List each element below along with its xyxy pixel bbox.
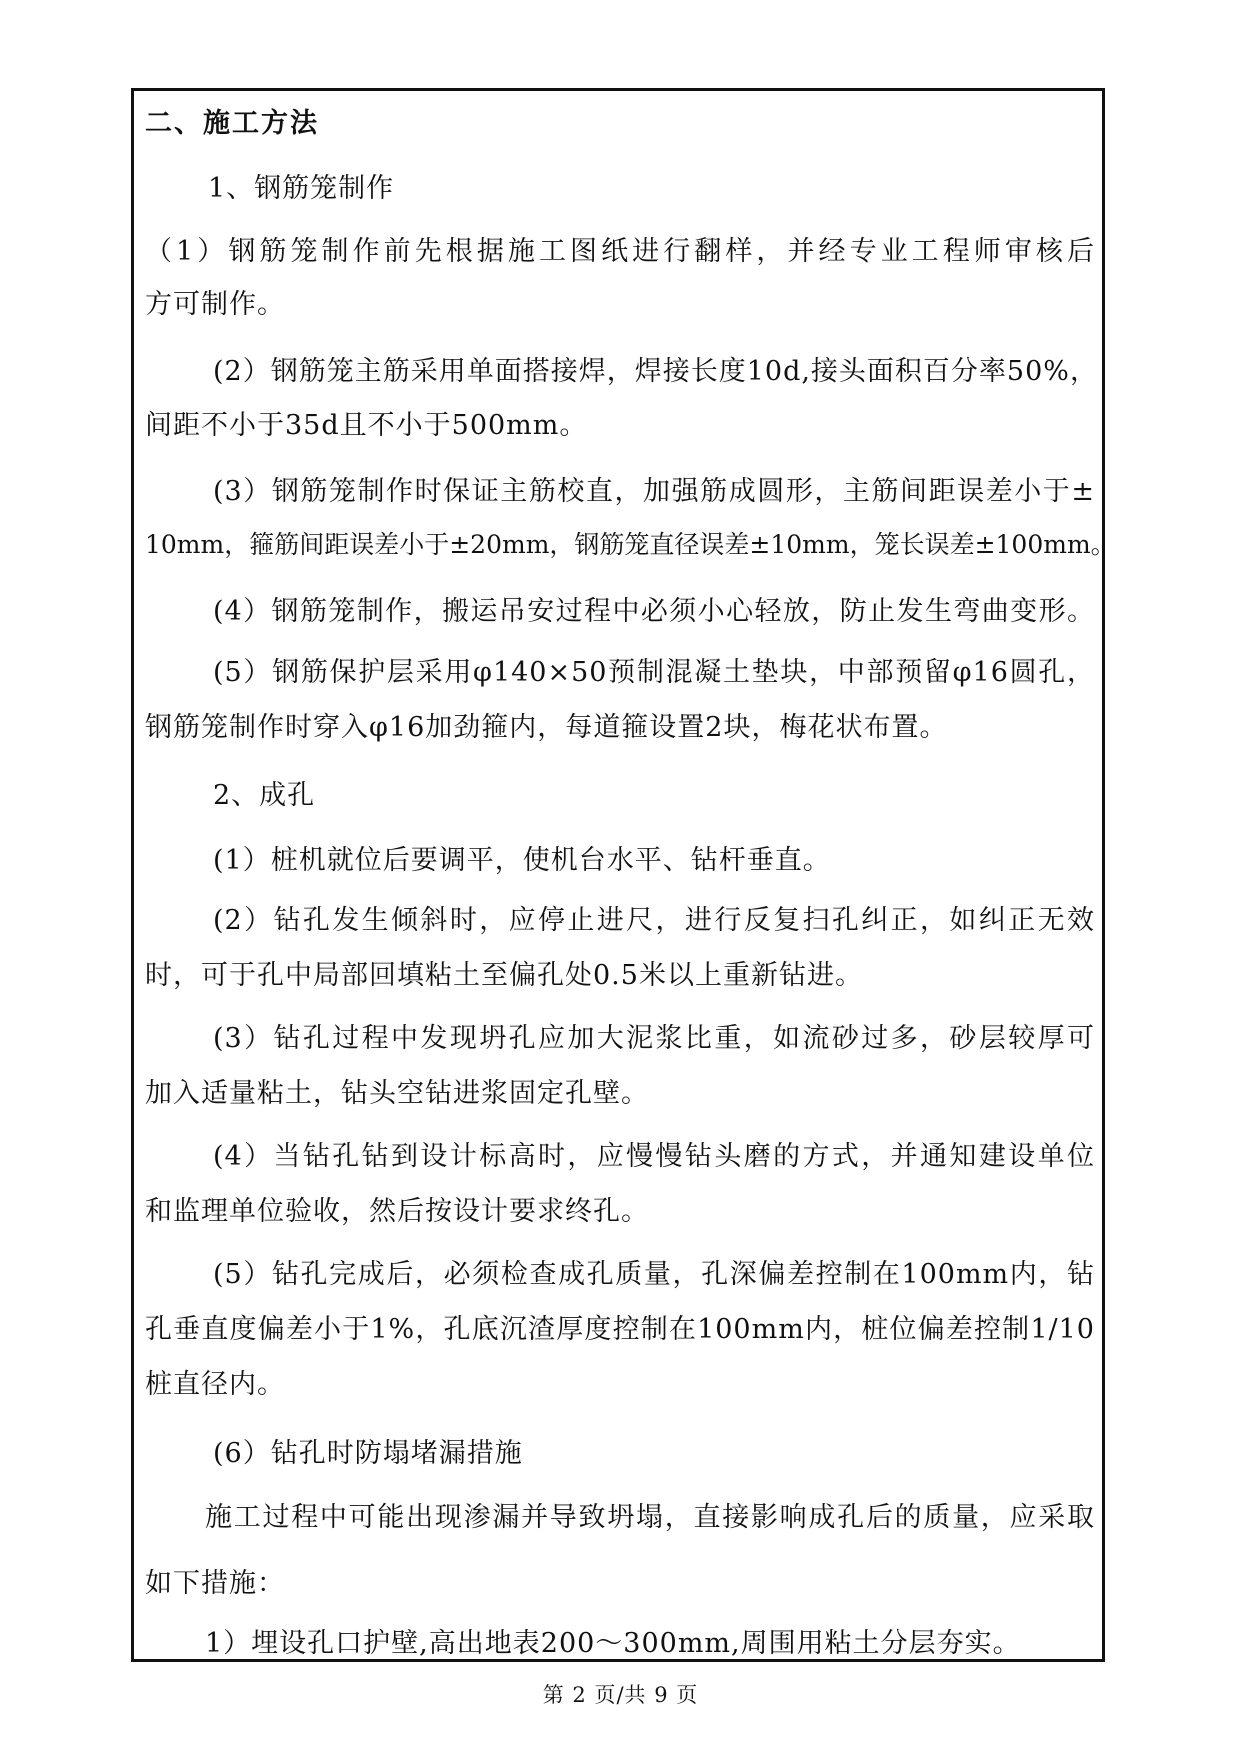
hole-item-4-line-1: (4）当钻孔钻到设计标高时，应慢慢钻头磨的方式，并通知建设单位: [213, 1141, 1095, 1172]
cage-item-1-line-1: （1）钢筋笼制作前先根据施工图纸进行翻样，并经专业工程师审核后: [145, 236, 1095, 267]
cage-item-1-line-2: 方可制作。: [145, 289, 285, 320]
page-number-footer: 第 2 页/共 9 页: [542, 1683, 699, 1707]
cage-item-5-line-1: (5）钢筋保护层采用φ140×50预制混凝土垫块，中部预留φ16圆孔，: [213, 657, 1095, 688]
cage-item-5-line-2: 钢筋笼制作时穿入φ16加劲箍内，每道箍设置2块，梅花状布置。: [145, 712, 948, 743]
hole-item-2-line-1: (2）钻孔发生倾斜时，应停止进尺，进行反复扫孔纠正，如纠正无效: [213, 905, 1095, 936]
hole-item-3-line-1: (3）钻孔过程中发现坍孔应加大泥浆比重，如流砂过多，砂层较厚可: [213, 1023, 1095, 1054]
cage-item-3-line-2: 10mm，箍筋间距误差小于±20mm，钢筋笼直径误差±10mm，笼长误差±100mm。: [145, 530, 1116, 559]
measures-line-1: 施工过程中可能出现渗漏并导致坍塌，直接影响成孔后的质量，应采取: [205, 1502, 1095, 1533]
cage-item-3-line-1: (3）钢筋笼制作时保证主筋校直，加强筋成圆形，主筋间距误差小于±: [213, 476, 1095, 507]
cage-item-4: (4）钢筋笼制作，搬运吊安过程中必须小心轻放，防止发生弯曲变形。: [213, 596, 1095, 627]
hole-item-5-line-3: 桩直径内。: [145, 1369, 285, 1400]
hole-heading: 2、成孔: [213, 780, 316, 811]
measure-item-1: 1）埋设孔口护壁,高出地表200～300mm,周围用粘土分层夯实。: [205, 1628, 1021, 1659]
hole-item-4-line-2: 和监理单位验收，然后按设计要求终孔。: [145, 1196, 649, 1227]
hole-item-3-line-2: 加入适量粘土，钻头空钻进浆固定孔壁。: [145, 1078, 649, 1109]
hole-item-6: (6）钻孔时防塌堵漏措施: [213, 1438, 523, 1469]
hole-item-5-line-2: 孔垂直度偏差小于1%，孔底沉渣厚度控制在100mm内，桩位偏差控制1/10: [145, 1314, 1095, 1345]
section-title: 二、施工方法: [145, 108, 319, 139]
hole-item-1: (1）桩机就位后要调平，使机台水平、钻杆垂直。: [213, 845, 831, 876]
hole-item-5-line-1: (5）钻孔完成后，必须检查成孔质量，孔深偏差控制在100mm内，钻: [213, 1259, 1095, 1290]
cage-item-2-line-1: (2）钢筋笼主筋采用单面搭接焊，焊接长度10d,接头面积百分率50%，: [213, 356, 1098, 387]
cage-item-2-line-2: 间距不小于35d且不小于500mm。: [145, 410, 588, 441]
measures-line-2: 如下措施：: [145, 1568, 285, 1599]
hole-item-2-line-2: 时，可于孔中局部回填粘土至偏孔处0.5米以上重新钻进。: [145, 960, 863, 991]
cage-heading: 1、钢筋笼制作: [208, 173, 395, 204]
